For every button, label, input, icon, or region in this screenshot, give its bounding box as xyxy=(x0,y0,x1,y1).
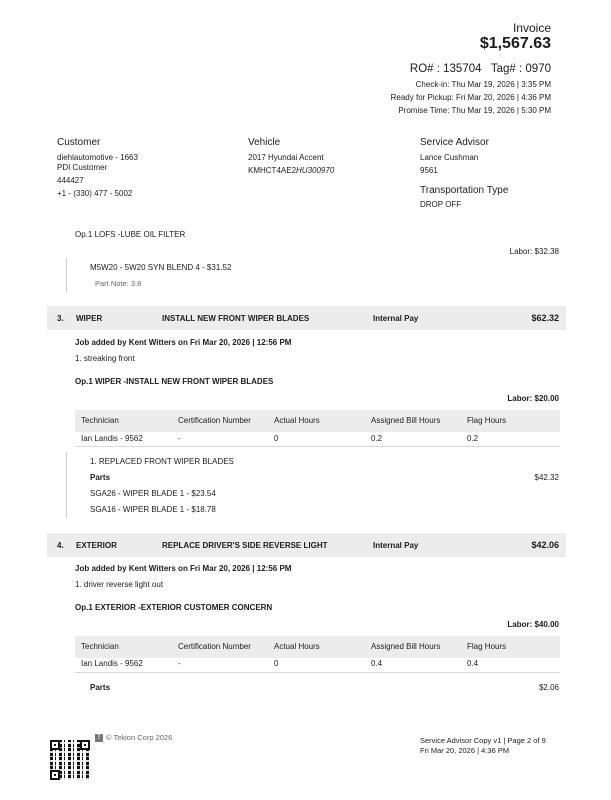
footer-copyright: © Tekion Corp 2026 xyxy=(106,733,173,742)
th-actual-hours: Actual Hours xyxy=(274,642,320,651)
labor-amount: Labor: $40.00 xyxy=(507,620,559,629)
th-flag-hours: Flag Hours xyxy=(467,416,507,425)
qr-finder xyxy=(50,770,60,780)
footer-copy-info: Service Advisor Copy v1 | Page 2 of 9 xyxy=(420,736,546,745)
op-title: Op.1 WIPER -INSTALL NEW FRONT WIPER BLADES xyxy=(75,377,274,386)
th-actual-hours: Actual Hours xyxy=(274,416,320,425)
check-in-time: Check-in: Thu Mar 19, 2026 | 3:35 PM xyxy=(415,80,551,89)
table-rule xyxy=(75,446,560,447)
th-technician: Technician xyxy=(81,642,119,651)
footer-brand xyxy=(95,733,172,742)
prev-part-note: Part Note: 3.8 xyxy=(95,279,142,288)
job-amount: $62.32 xyxy=(531,313,559,323)
job-correction: 1. REPLACED FRONT WIPER BLADES xyxy=(90,457,234,466)
job-number: 3. xyxy=(57,314,64,323)
job-added-by: Job added by Kent Witters on Fri Mar 20, 2026 | 12:56 PM xyxy=(75,564,292,573)
advisor-id: 9561 xyxy=(420,166,438,175)
job-number: 4. xyxy=(57,541,64,550)
customer-type: PDI Customer xyxy=(57,163,108,172)
th-certification: Certification Number xyxy=(178,416,251,425)
promise-time: Promise Time: Thu Mar 19, 2026 | 5:30 PM xyxy=(398,106,551,115)
transport-type: DROP OFF xyxy=(420,200,462,209)
qr-finder xyxy=(80,740,90,750)
customer-id: 444427 xyxy=(57,176,84,185)
th-assigned-hours: Assigned Bill Hours xyxy=(371,642,441,651)
footer-printed-time: Fri Mar 20, 2026 | 4:36 PM xyxy=(420,746,510,755)
vin-suffix: HU300970 xyxy=(296,166,335,175)
part-line: SGA16 - WIPER BLADE 1 - $18.78 xyxy=(90,505,216,514)
parts-label: Parts xyxy=(90,473,111,482)
ro-tag-line: RO# : 135704 Tag# : 0970 xyxy=(409,63,551,75)
prev-op-title: Op.1 LOFS -LUBE OIL FILTER xyxy=(75,230,186,239)
td-certification: - xyxy=(178,434,181,443)
ready-for-pickup-time: Ready for Pickup: Fri Mar 20, 2026 | 4:36 PM xyxy=(390,93,551,102)
td-actual-hours: 0 xyxy=(274,434,279,443)
parts-label: Parts xyxy=(90,683,111,692)
transport-heading: Transportation Type xyxy=(420,185,509,196)
td-flag-hours: 0.2 xyxy=(467,434,479,443)
op-title: Op.1 EXTERIOR -EXTERIOR CUSTOMER CONCERN xyxy=(75,603,273,612)
th-technician: Technician xyxy=(81,416,119,425)
td-technician: Ian Landis - 9562 xyxy=(81,659,143,668)
td-flag-hours: 0.4 xyxy=(467,659,479,668)
table-rule xyxy=(75,672,560,673)
parts-total: $42.32 xyxy=(534,473,559,482)
customer-name: diehlautomotive - 1663 xyxy=(57,153,138,162)
invoice-total: $1,567.63 xyxy=(479,35,551,52)
td-certification: - xyxy=(178,659,181,668)
advisor-name: Lance Cushman xyxy=(420,153,479,162)
th-certification: Certification Number xyxy=(178,642,251,651)
tekion-logo-icon: T xyxy=(95,734,103,742)
job-concern: 1. streaking front xyxy=(75,354,135,363)
td-technician: Ian Landis - 9562 xyxy=(81,434,143,443)
divider xyxy=(66,258,67,293)
parts-total: $2.06 xyxy=(538,683,559,692)
vehicle-vin xyxy=(248,166,334,175)
customer-phone: +1 - (330) 477 - 5002 xyxy=(57,189,133,198)
prev-part: M5W20 - 5W20 SYN BLEND 4 - $31.52 xyxy=(90,263,232,272)
job-amount: $42.06 xyxy=(531,540,559,550)
qr-finder xyxy=(50,740,60,750)
job-title: REPLACE DRIVER'S SIDE REVERSE LIGHT xyxy=(162,541,328,550)
job-added-by: Job added by Kent Witters on Fri Mar 20, 2026 | 12:56 PM xyxy=(75,338,292,347)
td-actual-hours: 0 xyxy=(274,659,279,668)
customer-heading: Customer xyxy=(57,137,101,148)
job-code: EXTERIOR xyxy=(76,541,117,550)
document-title: Invoice xyxy=(512,21,551,35)
labor-amount: Labor: $20.00 xyxy=(507,394,559,403)
prev-labor: Labor: $32.38 xyxy=(509,247,559,256)
advisor-heading: Service Advisor xyxy=(420,137,489,148)
job-pay-type: Internal Pay xyxy=(373,541,419,550)
job-title: INSTALL NEW FRONT WIPER BLADES xyxy=(162,314,310,323)
th-flag-hours: Flag Hours xyxy=(467,642,507,651)
job-code: WIPER xyxy=(76,314,103,323)
td-assigned-hours: 0.4 xyxy=(371,659,383,668)
part-line: SGA26 - WIPER BLADE 1 - $23.54 xyxy=(90,489,216,498)
th-assigned-hours: Assigned Bill Hours xyxy=(371,416,441,425)
job-pay-type: Internal Pay xyxy=(373,314,419,323)
td-assigned-hours: 0.2 xyxy=(371,434,383,443)
vehicle-model: 2017 Hyundai Accent xyxy=(248,153,324,162)
divider xyxy=(66,452,67,518)
vin-prefix: KMHCT4AE2 xyxy=(248,166,297,175)
job-concern: 1. driver reverse light out xyxy=(75,580,164,589)
vehicle-heading: Vehicle xyxy=(248,137,281,148)
